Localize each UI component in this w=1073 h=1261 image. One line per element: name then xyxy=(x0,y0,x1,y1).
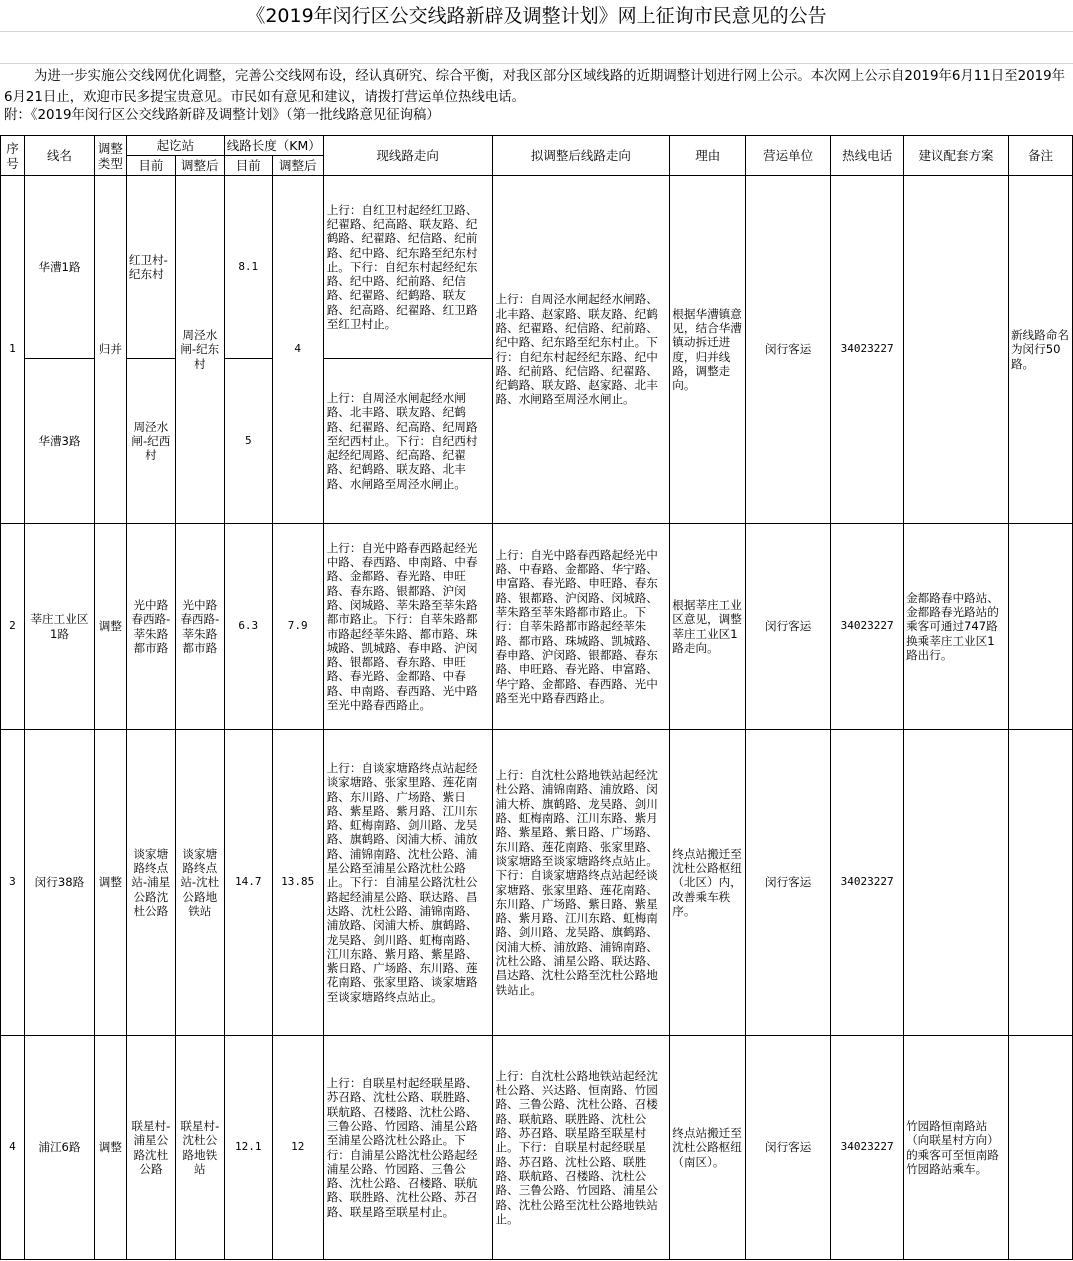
length-adjusted: 4 xyxy=(272,176,323,524)
length-current: 5 xyxy=(224,359,272,524)
operator: 闵行客运 xyxy=(746,730,831,1036)
reason: 根据莘庄工业区意见，调整莘庄工业区1路走向。 xyxy=(670,524,746,730)
terminal-current: 联星村-浦星公路沈杜公路 xyxy=(126,1036,175,1260)
hotline: 34023227 xyxy=(831,730,904,1036)
intro-paragraph: 为进一步实施公交线网优化调整，完善公交线网布设，经认真研究、综合平衡，对我区部分区域线路的近期调整计划进行网上公示。本次网上公示自2019年6月11日至2019年6月21日止，欢迎市民多提宝贵意见。市民如有意见和建议，请拨打营运单位热线电话。 xyxy=(4,69,1066,105)
adjust-type: 调整 xyxy=(94,730,126,1036)
terminal-current: 光中路春西路-莘朱路都市路 xyxy=(126,524,175,730)
current-route: 上行：自联星村起经联星路、苏召路、沈杜公路、联胜路、联航路、召楼路、沈杜公路、三鲁公路、竹园路、浦星公路至浦星公路沈杜公路止。下行：自浦星公路沈杜公路起经浦星公路、竹园路、三鲁公路、沈杜公路、召楼路、联航路、联胜路、沈杜公路、苏召路、联星路至联星村止。 xyxy=(323,1036,492,1260)
reason: 终点站搬迁至沈杜公路枢纽（南区）。 xyxy=(670,1036,746,1260)
length-adjusted: 7.9 xyxy=(272,524,323,730)
header-terminal: 起讫站 xyxy=(126,136,224,156)
header-operator: 营运单位 xyxy=(746,136,831,176)
length-adjusted: 12 xyxy=(272,1036,323,1260)
terminal-adjusted: 光中路春西路-莘朱路都市路 xyxy=(175,524,224,730)
adjust-type: 归并 xyxy=(94,176,126,524)
length-current: 12.1 xyxy=(224,1036,272,1260)
planned-route: 上行：自光中路春西路起经光中路、中春路、金都路、华宁路、申富路、春光路、申旺路、春东路、银都路、沪闵路、闵城路、莘朱路至莘朱路都市路止。下行：自莘朱路都市路起经莘朱路、都市路、珠城路、凯城路、春申路、沪闵路、银都路、春东路、申旺路、春光路、申富路、华宁路、金都路、春西路、光中路至光中路春西路止。 xyxy=(492,524,670,730)
current-route: 上行：自周泾水闸起经水闸路、北丰路、联友路、纪鹤路、纪翟路、纪高路、纪周路至纪西村止。下行：自纪西村起经纪周路、纪高路、纪翟路、纪鹤路、联友路、北丰路、水闸路至周泾水闸止。 xyxy=(323,359,492,524)
remark xyxy=(1008,1036,1072,1260)
hotline: 34023227 xyxy=(831,1036,904,1260)
reason: 终点站搬迁至沈杜公路枢纽（北区）内，改善乘车秩序。 xyxy=(670,730,746,1036)
header-length-current: 目前 xyxy=(224,156,272,176)
terminal-current: 周泾水闸-纪西村 xyxy=(126,359,175,524)
length-current: 8.1 xyxy=(224,176,272,359)
header-terminal-current: 目前 xyxy=(126,156,175,176)
header-hotline: 热线电话 xyxy=(831,136,904,176)
terminal-adjusted: 联星村-沈杜公路地铁站 xyxy=(175,1036,224,1260)
blank-row xyxy=(0,32,1073,64)
planned-route: 上行：自周泾水闸起经水闸路、北丰路、赵家路、联友路、纪鹤路、纪翟路、纪信路、纪前路、纪中路、纪东路至纪东村止。下行：自纪东村起经纪东路、纪中路、纪前路、纪信路、纪翟路、纪鹤路、联友路、赵家路、北丰路、水闸路至周泾水闸止。 xyxy=(492,176,670,524)
operator: 闵行客运 xyxy=(746,524,831,730)
adjust-type: 调整 xyxy=(94,524,126,730)
header-current-route: 现线路走向 xyxy=(323,136,492,176)
length-current: 6.3 xyxy=(224,524,272,730)
line-name: 莘庄工业区1路 xyxy=(24,524,94,730)
table-row xyxy=(1,1036,1073,1260)
attachment-note: 附：《2019年闵行区公交线路新辟及调整计划》（第一批线路意见征询稿） xyxy=(4,108,440,123)
header-reason: 理由 xyxy=(670,136,746,176)
operator: 闵行客运 xyxy=(746,176,831,524)
planned-route: 上行：自沈杜公路地铁站起经沈杜公路、兴达路、恒南路、竹园路、三鲁公路、沈杜公路、召楼路、联航路、联胜路、沈杜公路、苏召路、联星路至联星村止。下行：自联星村起经联星路、苏召路、沈杜公路、联胜路、联航路、召楼路、沈杜公路、三鲁公路、竹园路、浦星公路、沈杜公路至沈杜公路地铁站止。 xyxy=(492,1036,670,1260)
header-adjust-type: 调整类型 xyxy=(94,136,126,176)
row-seq: 1 xyxy=(1,176,25,524)
row-seq: 2 xyxy=(1,524,25,730)
terminal-adjusted: 周泾水闸-纪东村 xyxy=(175,176,224,524)
adjust-type: 调整 xyxy=(94,1036,126,1260)
suggestion xyxy=(904,176,1009,524)
line-name: 闵行38路 xyxy=(24,730,94,1036)
header-remark: 备注 xyxy=(1008,136,1072,176)
header-seq: 序号 xyxy=(1,136,25,176)
table-row xyxy=(1,176,1073,359)
table-row xyxy=(1,730,1073,1036)
terminal-adjusted: 谈家塘路终点站-沈杜公路地铁站 xyxy=(175,730,224,1036)
suggestion xyxy=(904,730,1009,1036)
table-row xyxy=(1,524,1073,730)
remark xyxy=(1008,524,1072,730)
hotline: 34023227 xyxy=(831,524,904,730)
header-line-name: 线名 xyxy=(24,136,94,176)
page-title: 《2019年闵行区公交线路新辟及调整计划》网上征询市民意见的公告 xyxy=(246,5,827,27)
header-suggestion: 建议配套方案 xyxy=(904,136,1009,176)
current-route: 上行：自谈家塘路终点站起经谈家塘路、张家里路、莲花南路、东川路、广场路、紫日路、紫星路、紫月路、江川东路、虹梅南路、剑川路、龙吴路、旗鹤路、闵浦大桥、浦放路、浦锦南路、沈杜公路、浦星公路至浦星公路沈杜公路止。下行：自浦星公路沈杜公路起经浦星公路、联达路、昌达路、沈杜公路、浦锦南路、浦放路、闵浦大桥、旗鹤路、龙吴路、剑川路、虹梅南路、江川东路、紫月路、紫星路、紫日路、广场路、东川路、莲花南路、张家里路、谈家塘路至谈家塘路终点站止。 xyxy=(323,730,492,1036)
header-terminal-adjusted: 调整后 xyxy=(175,156,224,176)
length-current: 14.7 xyxy=(224,730,272,1036)
reason: 根据华漕镇意见，结合华漕镇动拆迁进度，归并线路，调整走向。 xyxy=(670,176,746,524)
header-length-adjusted: 调整后 xyxy=(272,156,323,176)
remark: 新线路命名为闵行50路。 xyxy=(1008,176,1072,524)
current-route: 上行：自红卫村起经红卫路、纪翟路、纪高路、联友路、纪鹤路、纪翟路、纪信路、纪前路、纪中路、纪东路至纪东村止。下行：自纪东村起经纪东路、纪中路、纪前路、纪信路、纪翟路、纪鹤路、联友路、纪高路、纪翟路、红卫路至红卫村止。 xyxy=(323,176,492,359)
hotline: 34023227 xyxy=(831,176,904,524)
suggestion: 金都路春中路站、金都路春光路站的乘客可通过747路换乘莘庄工业区1路出行。 xyxy=(904,524,1009,730)
header-planned-route: 拟调整后线路走向 xyxy=(492,136,670,176)
line-name: 浦江6路 xyxy=(24,1036,94,1260)
divider xyxy=(0,63,1073,64)
suggestion: 竹园路恒南路站（向联星村方向）的乘客可至恒南路竹园路站乘车。 xyxy=(904,1036,1009,1260)
line-name: 华漕3路 xyxy=(24,359,94,524)
operator: 闵行客运 xyxy=(746,1036,831,1260)
line-name: 华漕1路 xyxy=(24,176,94,359)
length-adjusted: 13.85 xyxy=(272,730,323,1036)
current-route: 上行：自光中路春西路起经光中路、春西路、申南路、中春路、金都路、春光路、申旺路、春东路、银都路、沪闵路、闵城路、莘朱路至莘朱路都市路止。下行：自莘朱路都市路起经莘朱路、都市路、珠城路、凯城路、春申路、沪闵路、银都路、春东路、申旺路、春光路、金都路、中春路、申南路、春西路、光中路至光中路春西路止。 xyxy=(323,524,492,730)
row-seq: 4 xyxy=(1,1036,25,1260)
terminal-current: 红卫村-纪东村 xyxy=(126,176,175,359)
terminal-current: 谈家塘路终点站-浦星公路沈杜公路 xyxy=(126,730,175,1036)
planned-route: 上行：自沈杜公路地铁站起经沈杜公路、浦锦南路、浦放路、闵浦大桥、旗鹤路、龙吴路、剑川路、虹梅南路、江川东路、紫月路、紫星路、紫日路、广场路、东川路、莲花南路、张家里路、谈家塘路至谈家塘路终点站止。下行：自谈家塘路终点站起经谈家塘路、张家里路、莲花南路、东川路、广场路、紫日路、紫星路、紫月路、江川东路、虹梅南路、剑川路、龙吴路、旗鹤路、闵浦大桥、浦放路、浦锦南路、沈杜公路、浦星公路、联达路、昌达路、沈杜公路至沈杜公路地铁站止。 xyxy=(492,730,670,1036)
header-length: 线路长度（KM） xyxy=(224,136,323,156)
row-seq: 3 xyxy=(1,730,25,1036)
remark xyxy=(1008,730,1072,1036)
route-table xyxy=(0,135,1073,1260)
header-row xyxy=(1,136,1073,156)
